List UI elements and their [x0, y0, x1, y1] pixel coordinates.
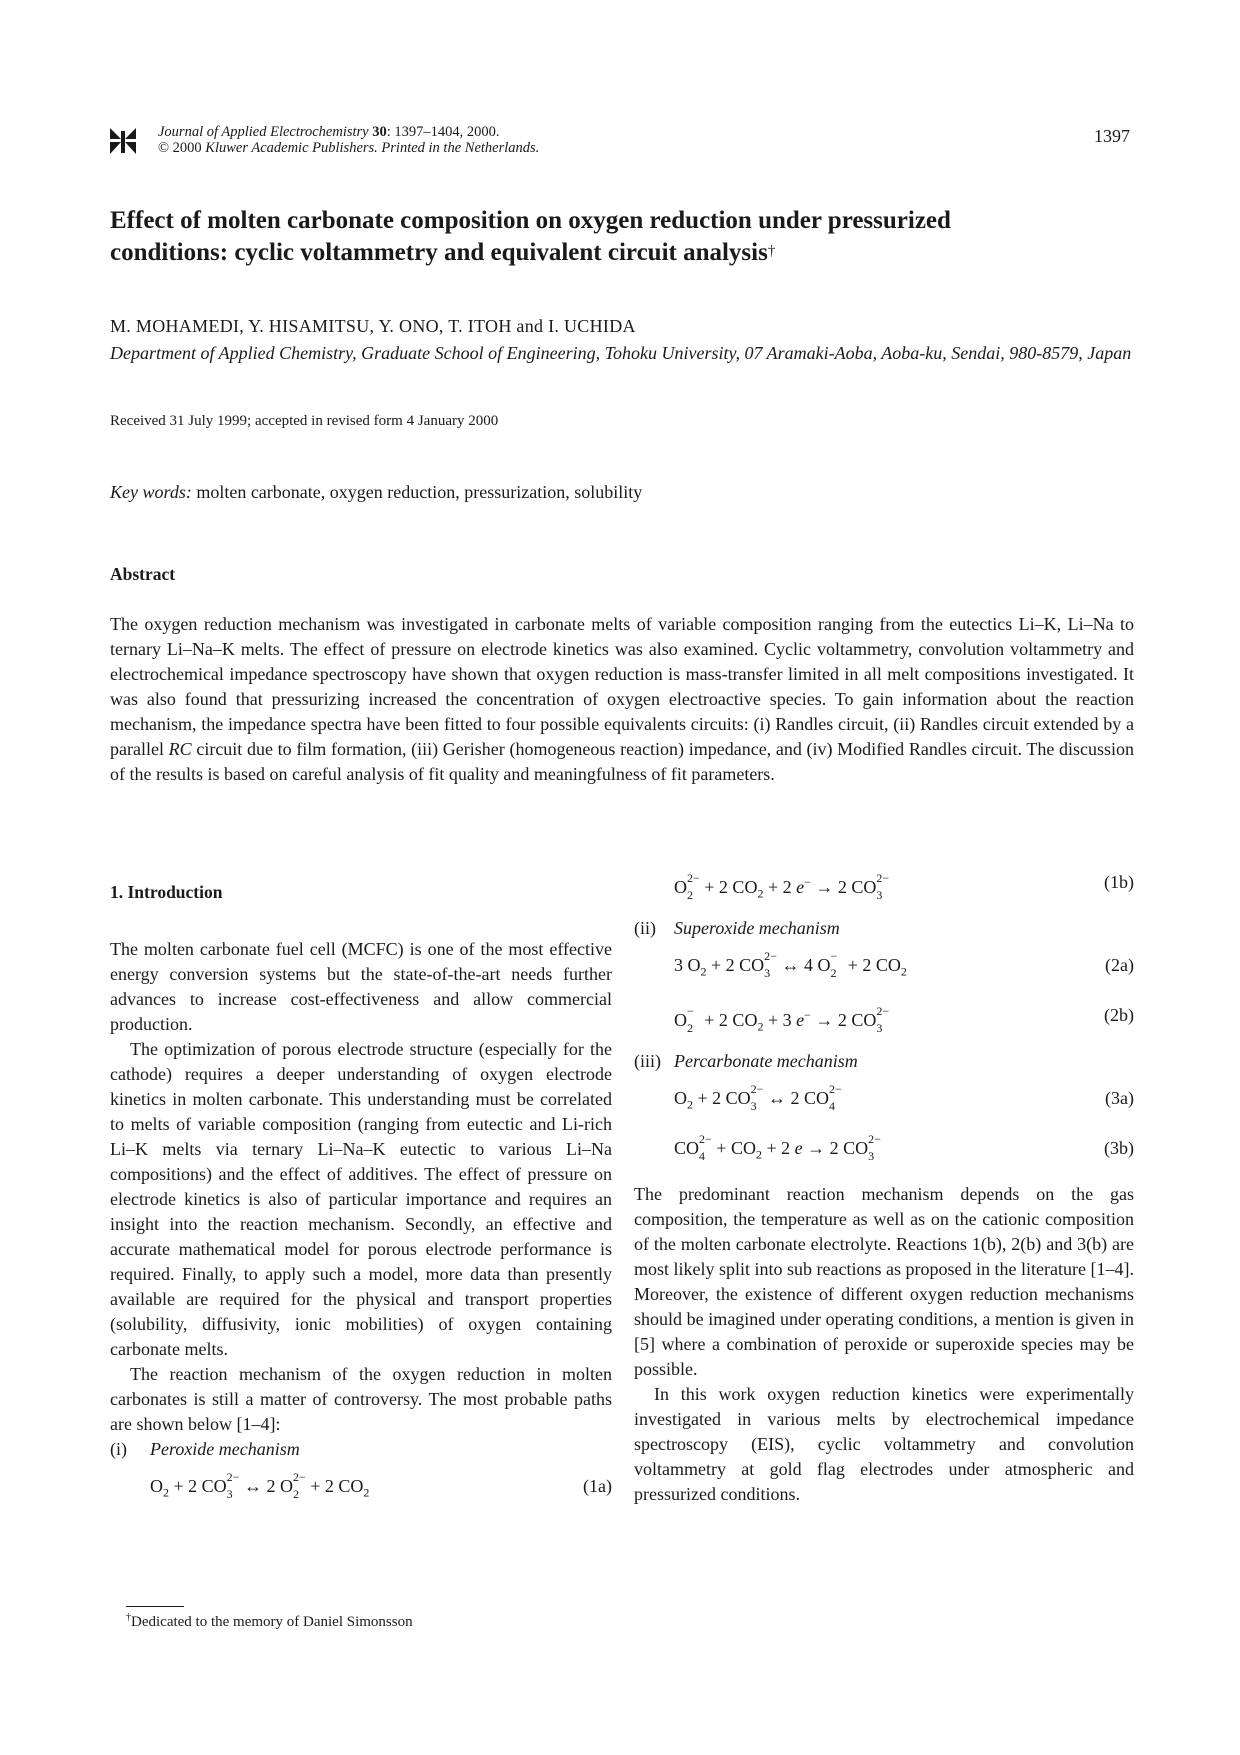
left-column: [110, 880, 612, 1512]
publisher-name: Kluwer Academic Publishers. Printed in the Netherlands.: [205, 140, 540, 156]
equation-2b: [634, 991, 1134, 1041]
footnote: [126, 1612, 413, 1631]
equation-2a: [634, 941, 1134, 991]
title-line-1: Effect of molten carbonate composition on oxygen reduction under pressurized: [110, 207, 951, 234]
equation-3a-number: (3a): [1105, 1088, 1134, 1108]
item-iii-label: Percarbonate mechanism: [674, 1051, 858, 1071]
equation-3a-expr: $O_2 + 2$ CO 2− 3 ↔ 2 CO 2− 4: [674, 1082, 842, 1113]
affiliation: Department of Applied Chemistry, Graduate School of Engineering, Tohoku University, 07 Aramaki-Aoba, Aoba-ku, Sendai, 980-8579, Japan: [110, 343, 1132, 363]
equation-3b-number: (3b): [1104, 1138, 1134, 1158]
abstract-text-1: The oxygen reduction mechanism was investigated in carbonate melts of variable composition ranging from the eutectics Li–K, Li–Na to ternary Li–Na–K melts. The effect of pressure on electrode kinetics was also examined. Cyclic voltammetry, convolution voltammetry and electrochemical impedance spectroscopy have shown that oxygen reduction is mass-transfer limited in all melt compositions investigated. It was also found that pressurizing increased the concentration of oxygen electroactive species. To gain information about the reaction mechanism, the impedance spectra have been fitted to four possible equivalents circuits: (i) Randles circuit, (ii) Randles circuit extended by a parallel: [110, 614, 1134, 759]
equation-1a-number: (1a): [583, 1476, 612, 1496]
keywords: [110, 482, 642, 503]
abstract-heading: Abstract: [110, 564, 176, 584]
intro-paragraph-3: The reaction mechanism of the oxygen reduction in molten carbonates is still a matter of controversy. The most probable paths are shown below [1–4]:: [110, 1364, 612, 1434]
intro-paragraph-4: The predominant reaction mechanism depends on the gas composition, the temperature as well as on the cationic composition of the molten carbonate electrolyte. Reactions 1(b), 2(b) and 3(b) are most likely split into sub reactions as proposed in the literature [1–4]. Moreover, the existence of different oxygen reduction mechanisms should be imagined under operating conditions, a mention is given in [5] where a combination of peroxide or superoxide species may be possible.: [634, 1184, 1134, 1379]
equation-2b-number: (2b): [1104, 1005, 1134, 1025]
equation-1a: [110, 1462, 612, 1512]
keywords-label: Key words:: [110, 482, 192, 502]
item-iii-num: (iii): [634, 1051, 661, 1071]
journal-name: Journal of Applied Electrochemistry: [158, 124, 369, 140]
journal-pages: : 1397–1404, 2000.: [386, 124, 500, 140]
journal-citation: [158, 124, 539, 156]
page-number: 1397: [1094, 126, 1130, 146]
article-title: [110, 205, 1130, 269]
equation-1b-number: (1b): [1104, 872, 1134, 892]
item-ii-label: Superoxide mechanism: [674, 918, 840, 938]
mechanism-item-iii: [634, 1049, 1134, 1074]
item-i-label: Peroxide mechanism: [150, 1439, 300, 1459]
received-dates: Received 31 July 1999; accepted in revised form 4 January 2000: [110, 413, 499, 429]
abstract-text-2: circuit due to film formation, (iii) Gerisher (homogeneous reaction) impedance, and (iv) Modified Randles circuit. The discussion of the results is based on careful analysis of fit quality and meaningfulness of fit parameters.: [110, 739, 1134, 784]
equation-3a: [634, 1074, 1134, 1124]
equation-3b-expr: CO 2− 4 + $CO_2 + 2$ e → 2 CO 2− 3: [674, 1132, 881, 1163]
title-dagger: †: [767, 243, 776, 259]
authors: M. MOHAMEDI, Y. HISAMITSU, Y. ONO, T. ITOH and I. UCHIDA: [110, 316, 636, 336]
journal-volume: 30: [372, 124, 387, 140]
abstract-rc: RC: [168, 739, 192, 759]
abstract-body: [110, 612, 1134, 787]
mechanism-item-i: [110, 1437, 612, 1462]
intro-paragraph-2: The optimization of porous electrode structure (especially for the cathode) requires a deeper understanding of oxygen electrode kinetics in molten carbonate. This understanding must be correlated to melts of variable composition (ranging from eutectic and Li-rich Li–K melts via ternary Li–Na–K eutectic to various Li–Na compositions) and the effect of additives. The effect of pressure on electrode kinetics is also of particular importance and requires an insight into the reaction mechanism. Secondly, an effective and accurate mathematical model for porous electrode performance is required. Finally, to apply such a model, more data than presently available are required for the physical and transport properties (solubility, diffusivity, ionic mobilities) of oxygen containing carbonate melts.: [110, 1039, 612, 1359]
intro-paragraph-1: The molten carbonate fuel cell (MCFC) is one of the most effective energy conversion systems but the state-of-the-art needs further advances to increase cost-effectiveness and allow commercial production.: [110, 939, 612, 1034]
equation-2a-number: (2a): [1105, 955, 1134, 975]
equation-1b: [634, 858, 1134, 908]
equation-2b-expr: O − 2 + 2 $CO_2 + 3$ e− → 2 CO 2− 3: [674, 1004, 890, 1035]
journal-header: [110, 120, 1130, 160]
copyright-year: 2000: [169, 140, 206, 156]
mechanism-item-ii: [634, 916, 1134, 941]
intro-heading: 1. Introduction: [110, 882, 223, 902]
equation-1a-expr: $O_2 + 2$ CO 2− 3 ↔ 2 O 2− 2 + 2 $CO_2$: [150, 1470, 370, 1501]
right-column: [634, 871, 1134, 1507]
publisher-logo: [110, 126, 136, 156]
intro-paragraph-5: In this work oxygen reduction kinetics were experimentally investigated in various melts by electrochemical impedance spectroscopy (EIS), cyclic voltammetry and convolution voltammetry at gold flag electrodes under atmospheric and pressurized conditions.: [634, 1384, 1134, 1504]
equation-2a-expr: 3 $O_2 + 2$ CO 2− 3 ↔ 4 O − 2 + 2 $CO_2$: [674, 949, 907, 980]
title-line-2: conditions: cyclic voltammetry and equivalent circuit analysis: [110, 239, 768, 266]
keywords-text: molten carbonate, oxygen reduction, pressurization, solubility: [191, 482, 643, 502]
item-i-num: (i): [110, 1439, 127, 1459]
copyright-symbol: ©: [158, 140, 170, 156]
item-ii-num: (ii): [634, 918, 656, 938]
footnote-text: Dedicated to the memory of Daniel Simonsson: [131, 1614, 413, 1630]
equation-3b: [634, 1124, 1134, 1174]
equation-1b-expr: O 2− 2 + 2 $CO_2 + 2$ e− → 2 CO 2− 3: [674, 871, 890, 902]
footnote-mark: †: [126, 1612, 131, 1623]
footnote-rule: [126, 1606, 184, 1607]
